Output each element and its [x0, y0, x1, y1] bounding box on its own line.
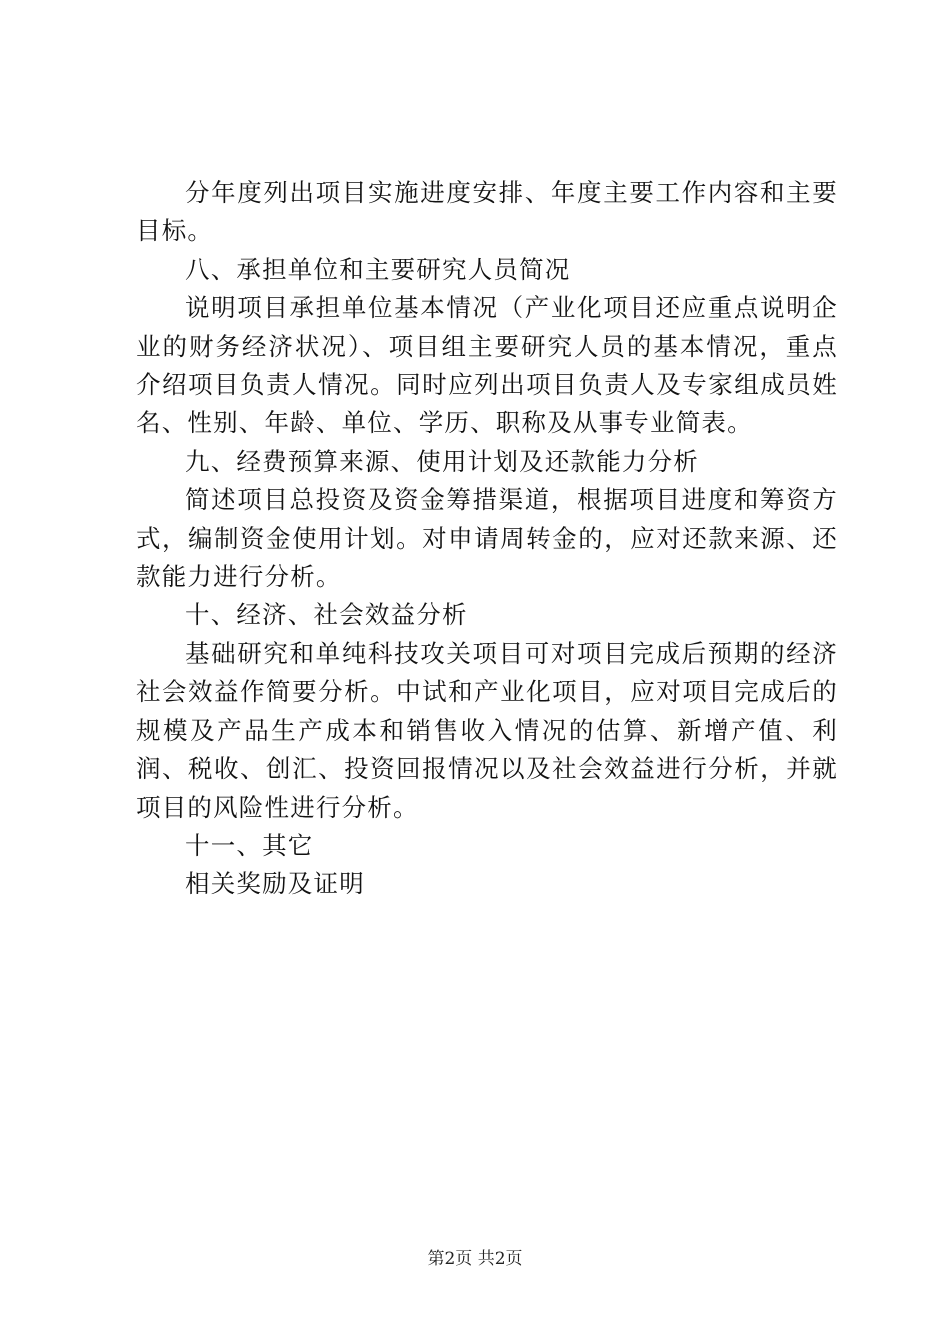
document-body	[136, 174, 838, 904]
paragraph-budget: 简述项目总投资及资金筹措渠道，根据项目进度和筹资方式，编制资金使用计划。对申请周转金的，应对还款来源、还款能力进行分析。	[136, 485, 838, 592]
section-heading-10: 十、经济、社会效益分析	[185, 600, 468, 630]
paragraph-other: 相关奖励及证明	[185, 869, 365, 899]
section-heading-9: 九、经费预算来源、使用计划及还款能力分析	[185, 446, 699, 476]
paragraph-unit-personnel: 说明项目承担单位基本情况（产业化项目还应重点说明企业的财务经济状况）、项目组主要研究人员的基本情况，重点介绍项目负责人情况。同时应列出项目负责人及专家组成员姓名、性别、年龄、单位、学历、职称及从事专业简表。	[136, 293, 838, 438]
paragraph-schedule: 分年度列出项目实施进度安排、年度主要工作内容和主要目标。	[136, 178, 838, 246]
page-number-footer: 第2页 共2页	[427, 1249, 523, 1269]
section-heading-8: 八、承担单位和主要研究人员简况	[185, 254, 571, 284]
section-heading-11: 十一、其它	[185, 830, 314, 860]
paragraph-benefit-analysis: 基础研究和单纯科技攻关项目可对项目完成后预期的经济社会效益作简要分析。中试和产业化项目，应对项目完成后的规模及产品生产成本和销售收入情况的估算、新增产值、利润、税收、创汇、投资回报情况以及社会效益进行分析，并就项目的风险性进行分析。	[136, 638, 838, 822]
